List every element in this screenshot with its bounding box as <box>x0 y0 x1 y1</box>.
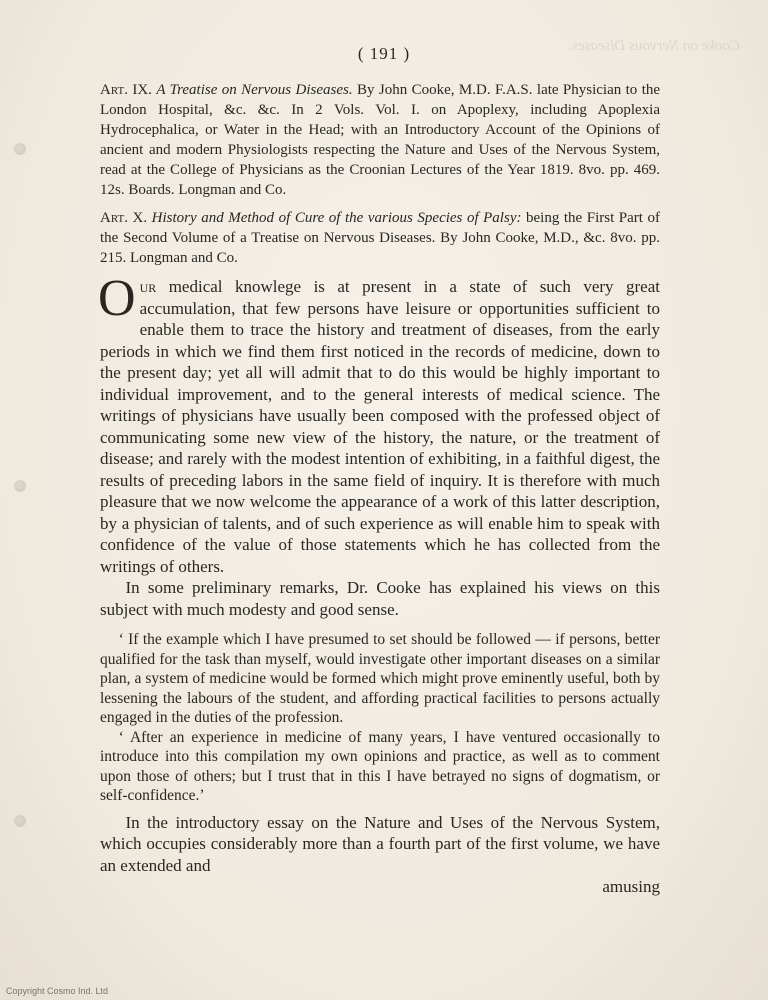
quote-paragraph: ‘ If the example which I have presumed to set should be followed — if persons, better qualified for the task than myself, would investigate other important diseases on a similar plan, a system of medicine would be formed which might prove eminently useful, both by lessening the labours of the student, and affording practical facilities to persons actually engaged in the duties of the profession. <box>100 631 660 726</box>
article-title: History and Method of Cure of the various Species of Palsy: <box>151 210 522 226</box>
copyright-watermark: Copyright Cosmo Ind. Ltd <box>6 986 109 996</box>
page-content <box>100 80 660 897</box>
paragraph: In some preliminary remarks, Dr. Cooke has explained his views on this subject with much modesty and good sense. <box>100 578 660 619</box>
article-label: Art. X. <box>100 210 148 226</box>
article-details: being the First Part of the Second Volume of a Treatise on Nervous Diseases. By John Cooke, M.D., &c. 8vo. pp. 215. Longman and Co. <box>100 210 661 266</box>
opening-paragraph <box>98 270 660 577</box>
catchword: amusing <box>602 877 660 896</box>
binding-hole <box>14 815 26 827</box>
article-header-x <box>100 208 660 268</box>
article-label: Art. IX. <box>100 82 152 98</box>
drop-cap: O <box>98 270 136 327</box>
paragraph: In the introductory essay on the Nature and Uses of the Nervous System, which occupies considerably more than a fourth part of the first volume, we have an extended and <box>100 812 660 875</box>
quote-paragraph: ‘ After an experience in medicine of many years, I have ventured occasionally to introduce into this compilation my own opinions and practice, as well as to comment upon those of others; but I trust that in this I have betrayed no signs of dogmatism, or self-confidence.’ <box>100 728 660 804</box>
page-number: ( 191 ) <box>357 44 411 63</box>
block-quote <box>100 630 660 806</box>
article-title: A Treatise on Nervous Diseases. <box>156 82 353 98</box>
article-header-ix <box>100 80 660 200</box>
binding-hole <box>14 480 26 492</box>
article-details: By John Cooke, M.D. F.A.S. late Physician to the London Hospital, &c. &c. In 2 Vols. Vol. I. on Apoplexy, including Apoplexia Hydrocephalica, or Water in the Head; with an Introductory Account of the Opinions of ancient and modern Physiologists respecting the Nature and Uses of the Nervous System, read at the College of Physicians as the Croonian Lectures of the Year 1819. 8vo. pp. 469. 12s. Boards. Longman and Co. <box>100 82 661 198</box>
binding-hole <box>14 143 26 155</box>
paragraph-text: medical knowlege is at present in a state of such very great accumulation, that few persons have leisure or opportunities sufficient to enable them to trace the history and treatment of diseases, from the early periods in which we find them first noticed in the records of medicine, down to the present day; yet all will admit that to do this would be highly important to individual improvement, and to the general interests of medical science. The writings of physicians have usually been composed with the professed object of communicating some new view of the history, the nature, or the treatment of disease; and rarely with the modest intention of exhibiting, in a faithful digest, the results of preceding labors in the same field of inquiry. It is therefore with much pleasure that we now welcome the appearance of a work of this latter description, by a physician of talents, and of such experience as will enable him to speak with confidence of the value of those statements which he has collected from the writings of others. <box>100 277 660 576</box>
show-through-text: Cooke on Nervous Diseases. <box>568 38 740 54</box>
first-word: ur <box>139 277 157 296</box>
